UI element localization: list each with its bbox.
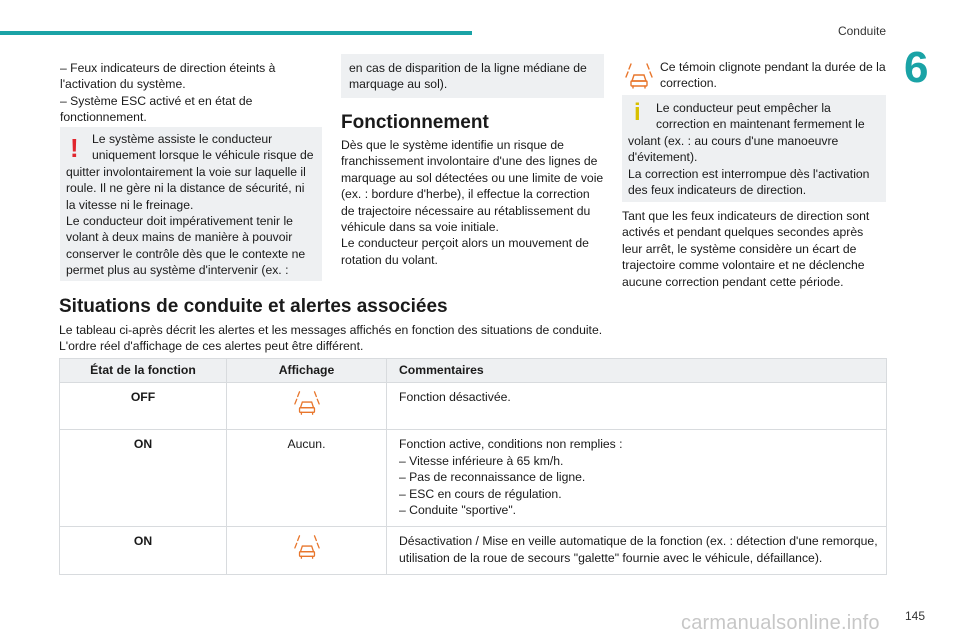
alerts-table	[59, 358, 887, 575]
text-line: leur arrêt, le système considère un écart de	[622, 241, 857, 256]
text-line: volant à deux mains de manière à pouvoir	[66, 230, 293, 245]
text-line: L'ordre réel d'affichage de ces alertes peut être différent.	[59, 339, 364, 354]
section-title: Situations de conduite et alertes associées	[59, 296, 448, 317]
text-line: – Système ESC activé et en état de	[60, 93, 253, 108]
text-line: correction.	[660, 76, 717, 91]
comment-cell	[387, 383, 887, 430]
text-line: roule. Il ne gère ni la distance de sécurité, ni	[66, 181, 305, 196]
text-line: rotation du volant.	[341, 252, 438, 267]
text-line: La correction est interrompue dès l'activation	[628, 166, 870, 181]
page-number: 145	[905, 609, 926, 623]
info-icon: i	[634, 99, 641, 126]
text-line: en cas de disparition de la ligne médiane de	[349, 61, 587, 75]
lane-keeping-lamp-icon	[292, 533, 322, 561]
text-line: trajectoire comme volontaire et ne déclenche	[622, 258, 865, 273]
fonctionnement-text	[341, 137, 606, 268]
display-cell: Aucun.	[227, 430, 387, 527]
lane-keeping-warning-icon	[624, 61, 654, 91]
lane-keeping-lamp-icon	[292, 389, 322, 417]
state-cell: ON	[60, 527, 227, 575]
text-line: des feux indicateurs de direction.	[628, 183, 807, 198]
lamp-note	[622, 59, 888, 92]
text-line: utilisation de la roue de secours "galette" fournie avec le véhicule, défaillance).	[399, 550, 823, 565]
text-line: véhicule dans sa voie initiale.	[341, 220, 499, 235]
text-line: activés et pendant quelques secondes après	[622, 225, 864, 240]
left-column-intro	[60, 60, 320, 126]
text-line: Ce témoin clignote pendant la durée de la	[660, 60, 886, 74]
text-line: la vitesse ni le freinage.	[66, 197, 194, 212]
text-line: – Conduite "sportive".	[399, 503, 517, 518]
text-line: Tant que les feux indicateurs de direction sont	[622, 209, 870, 223]
comment-cell	[387, 527, 887, 575]
warning-exclamation-icon: !	[70, 133, 79, 163]
text-line: l'activation du système.	[60, 77, 186, 92]
text-line: Désactivation / Mise en veille automatique de la fonction (ex. : détection d'une remorque,	[399, 534, 878, 549]
column-header: Commentaires	[387, 359, 887, 383]
text-line: Le conducteur peut empêcher la	[656, 101, 831, 115]
table-row	[60, 430, 887, 527]
text-line: – Vitesse inférieure à 65 km/h.	[399, 453, 564, 468]
text-line: (ex. : bordure d'herbe), il effectue la correction	[341, 187, 590, 202]
text-line: Le tableau ci-après décrit les alertes et les messages affichés en fonction des situations de conduite.	[59, 323, 603, 337]
display-cell	[227, 383, 387, 430]
warning-note	[60, 127, 322, 281]
section-name: Conduite	[837, 24, 886, 38]
text-line: Dès que le système identifie un risque de	[341, 138, 564, 152]
text-line: marquage au sol détectées ou une limite de voie	[341, 170, 604, 185]
column-header: Affichage	[227, 359, 387, 383]
info-note-text	[622, 100, 880, 133]
indicator-text	[622, 208, 888, 290]
text-line: uniquement lorsque le véhicule risque de	[92, 148, 314, 163]
column-header: État de la fonction	[60, 359, 227, 383]
state-cell: OFF	[60, 383, 227, 430]
table-row	[60, 383, 887, 430]
text-line: permet plus au système d'intervenir (ex. :	[66, 263, 289, 278]
text-line: – ESC en cours de régulation.	[399, 486, 562, 501]
watermark: carmanualsonline.info	[681, 612, 880, 634]
heading-fonctionnement: Fonctionnement	[341, 112, 489, 133]
text-line: conserver le contrôle dès que le contexte ne	[66, 246, 306, 261]
warning-note-text	[60, 131, 316, 164]
text-line: volant (ex. : au cours d'une manoeuvre	[628, 133, 839, 148]
text-line: Fonction active, conditions non remplies :	[399, 437, 623, 452]
info-note	[622, 95, 886, 202]
chapter-color-bar	[0, 31, 472, 35]
text-line: – Pas de reconnaissance de ligne.	[399, 470, 586, 485]
warning-note-continued	[341, 54, 604, 98]
text-line: – Feux indicateurs de direction éteints à	[60, 61, 276, 75]
text-line: d'évitement).	[628, 150, 698, 165]
text-line: aucune correction pendant cette période.	[622, 274, 844, 289]
text-line: de trajectoire nécessaire au rétablissement du	[341, 203, 591, 218]
text-line: franchissement involontaire d'une des lignes de	[341, 154, 598, 169]
text-line: Fonction désactivée.	[399, 390, 511, 404]
state-cell: ON	[60, 430, 227, 527]
comment-cell	[387, 430, 887, 527]
warning-note-text-full	[60, 164, 316, 279]
text-line: marquage au sol).	[349, 77, 448, 92]
table-row	[60, 527, 887, 575]
text-line: quitter involontairement la voie sur laquelle il	[66, 164, 306, 179]
text-line: correction en maintenant fermement le	[656, 117, 865, 132]
text-line: fonctionnement.	[60, 110, 147, 125]
table-header-row	[60, 359, 887, 383]
info-note-text-full	[622, 133, 880, 199]
section-intro	[59, 322, 887, 355]
text-line: Le système assiste le conducteur	[92, 132, 273, 146]
display-cell	[227, 527, 387, 575]
text-line: Le conducteur doit impérativement tenir le	[66, 214, 293, 229]
chapter-number: 6	[904, 43, 929, 92]
text-line: Le conducteur perçoit alors un mouvement de	[341, 236, 589, 251]
